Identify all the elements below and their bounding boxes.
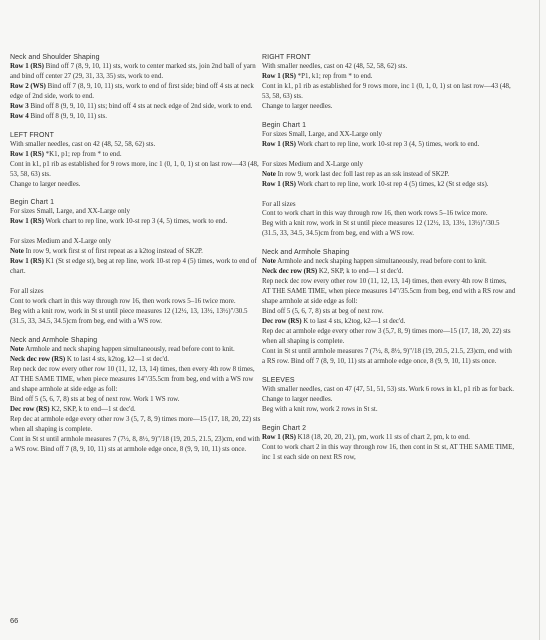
- instruction-text: Cont to work chart 2 in this way through row 16, then cont in St st, AT THE SAME TIME, inc 1 st each side on next RS row,: [262, 442, 515, 461]
- instruction-paragraph: [10, 140, 262, 150]
- section-heading: Neck and Armhole Shaping: [262, 249, 350, 257]
- instruction-text: Armhole and neck shaping happen simultaneously, read before cont to knit.: [275, 257, 487, 266]
- section-continued: [10, 237, 262, 277]
- instruction-paragraph: [10, 62, 262, 82]
- instruction-paragraph: [262, 433, 516, 443]
- instruction-text: Beg with a knit row, work in St st until piece measures 12 (12½, 13, 13½, 13½)"/30.5 (31.5, 33, 34.5, 34.5)cm from beg, end with a WS row.: [262, 219, 500, 238]
- instruction-text: Rep neck dec row every other row 10 (11, 12, 13, 14) times, then every 4th row 8 times, AT THE SAME TIME, when piece measures 14"/35.5cm from beg, end with a WS row and shape armhole at side edge as foll:: [10, 364, 255, 393]
- section-neck-and-armhole-shaping: [262, 249, 516, 366]
- instruction-text: Change to larger needles.: [262, 101, 333, 110]
- section-heading: Begin Chart 2: [262, 424, 307, 432]
- row-label: Note: [10, 345, 24, 354]
- row-label: Note: [262, 169, 276, 178]
- instruction-paragraph: [10, 257, 262, 277]
- instruction-paragraph: [262, 130, 516, 140]
- instruction-paragraph: [262, 317, 516, 327]
- section-begin-chart-1: [10, 199, 262, 227]
- instruction-paragraph: [10, 307, 262, 327]
- row-label: Row 1 (RS): [262, 179, 296, 188]
- instruction-text: For sizes Medium and X-Large only: [10, 237, 112, 246]
- instruction-text: For sizes Small, Large, and XX-Large only: [262, 129, 382, 138]
- row-label: Dec row (RS): [262, 317, 302, 326]
- row-label: Row 2 (WS): [10, 81, 46, 90]
- instruction-paragraph: [10, 405, 262, 415]
- row-label: Row 1 (RS): [262, 139, 296, 148]
- instruction-paragraph: [10, 102, 262, 112]
- right-column: [262, 54, 516, 473]
- instruction-text: Bind off 8 (9, 9, 10, 11) sts.: [28, 111, 107, 120]
- row-label: Row 1 (RS): [10, 62, 44, 70]
- instruction-text: K2, SKP, k to end—1 st dec'd.: [49, 404, 136, 413]
- instruction-text: Cont to work chart in this way through row 16, then work rows 5–16 twice more.: [262, 209, 488, 218]
- instruction-paragraph: [10, 297, 262, 307]
- section-continued: [10, 287, 262, 327]
- instruction-paragraph: [10, 112, 262, 122]
- instruction-paragraph: [262, 170, 516, 180]
- instruction-text: Cont in k1, p1 rib as established for 9 rows more, inc 1 (0, 1, 0, 1) st on last row—43 (48, 53, 58, 63) sts.: [10, 159, 259, 178]
- instruction-text: Change to larger needles.: [10, 179, 81, 188]
- row-label: Row 4: [10, 111, 29, 120]
- section-heading: Begin Chart 1: [262, 121, 307, 129]
- row-label: Row 1 (RS): [262, 432, 296, 441]
- instruction-text: With smaller needles, cast on 47 (47, 51, 51, 53) sts. Work 6 rows in k1, p1 rib as for back.: [262, 384, 515, 393]
- page-edge: [539, 0, 540, 640]
- instruction-text: Bind off 7 (8, 9, 10, 11) sts, work to end of first side; bind off 4 sts at neck edge of 2nd side, work to end.: [10, 81, 254, 100]
- section-begin-chart-2: [262, 425, 516, 463]
- instruction-paragraph: [262, 102, 516, 112]
- instruction-paragraph: [262, 443, 516, 463]
- instruction-text: Beg with a knit row, work in St st until piece measures 12 (12½, 13, 13½, 13½)"/30.5 (31.5, 33, 34.5, 34.5)cm from beg, end with a WS row.: [10, 307, 248, 326]
- row-label: Row 1 (RS): [10, 257, 44, 266]
- instruction-paragraph: [10, 435, 262, 455]
- instruction-text: K2, SKP, k to end—1 st dec'd.: [317, 267, 404, 276]
- row-label: Row 1 (RS): [10, 149, 44, 158]
- instruction-paragraph: [262, 395, 516, 405]
- instruction-paragraph: [262, 405, 516, 415]
- row-label: Neck dec row (RS): [262, 267, 318, 276]
- instruction-text: Cont in k1, p1 rib as established for 9 rows more, inc 1 (0, 1, 0, 1) st on last row—43 (48, 53, 58, 63) sts.: [262, 81, 511, 100]
- section-heading: RIGHT FRONT: [262, 54, 311, 61]
- instruction-paragraph: [262, 62, 516, 72]
- instruction-paragraph: [262, 385, 516, 395]
- instruction-paragraph: [262, 209, 516, 219]
- instruction-text: Bind off 8 (9, 9, 10, 11) sts; bind off 4 sts at neck edge of 2nd side, work to end.: [28, 101, 253, 110]
- row-label: Neck dec row (RS): [10, 354, 66, 363]
- instruction-text: Change to larger needles.: [262, 394, 333, 403]
- instruction-paragraph: [262, 82, 516, 102]
- instruction-paragraph: [262, 200, 516, 210]
- instruction-paragraph: [10, 395, 262, 405]
- instruction-paragraph: [10, 180, 262, 190]
- instruction-text: Cont in St st until armhole measures 7 (7½, 8, 8½, 9)"/18 (19, 20.5, 21.5, 23)cm, end with a RS row. Bind off 7 (8, 9, 10, 11) sts at armhole edge once, 8 (9, 9, 10, 11) sts once.: [262, 346, 512, 365]
- instruction-text: In row 9, work last dec foll last rep as an ssk instead of SK2P.: [275, 169, 450, 178]
- instruction-paragraph: [10, 355, 262, 365]
- instruction-text: Bind off 5 (5, 6, 7, 8) sts at beg of next row. Work 1 WS row.: [10, 394, 180, 403]
- instruction-paragraph: [262, 277, 516, 307]
- instruction-paragraph: [10, 217, 262, 227]
- instruction-text: Work chart to rep line, work 10-st rep 3 (4, 5) times, work to end.: [295, 139, 480, 148]
- section-neck-and-armhole-shaping: [10, 337, 262, 454]
- instruction-text: Cont to work chart in this way through row 16, then work rows 5–16 twice more.: [10, 297, 236, 306]
- instruction-paragraph: [10, 150, 262, 160]
- instruction-text: Rep dec at armhole edge every other row 3 (5,7, 8, 9) times more—15 (17, 18, 20, 22) sts when all shaping is complete.: [262, 327, 511, 345]
- page-number: 66: [10, 616, 19, 625]
- section-left-front: [10, 132, 262, 190]
- row-label: Row 1 (RS): [262, 71, 296, 80]
- instruction-paragraph: [10, 415, 262, 435]
- row-label: Row 1 (RS): [10, 217, 44, 226]
- instruction-text: For sizes Medium and X-Large only: [262, 159, 364, 168]
- instruction-text: Bind off 7 (8, 9, 10, 11) sts, work to center marked sts, join 2nd ball of yarn and bind off center 27 (29, 31, 33, 35) sts, work to end.: [10, 62, 256, 80]
- instruction-paragraph: [10, 237, 262, 247]
- section-heading: Neck and Armhole Shaping: [10, 337, 98, 345]
- instruction-paragraph: [262, 267, 516, 277]
- instruction-text: Work chart to rep line, work 10-st rep 4 (5) times, k2 (St st edge sts).: [295, 179, 489, 188]
- instruction-paragraph: [10, 345, 262, 355]
- instruction-paragraph: [262, 140, 516, 150]
- row-label: Dec row (RS): [10, 404, 50, 413]
- row-label: Note: [10, 247, 24, 256]
- section-sleeves: [262, 377, 516, 415]
- section-heading: LEFT FRONT: [10, 131, 55, 139]
- instruction-paragraph: [10, 365, 262, 395]
- instruction-text: Beg with a knit row, work 2 rows in St st.: [262, 404, 378, 413]
- instruction-text: For sizes Small, Large, and XX-Large only: [10, 207, 130, 216]
- instruction-text: For all sizes: [262, 199, 296, 208]
- instruction-paragraph: [262, 180, 516, 190]
- instruction-text: Work chart to rep line, work 10-st rep 3 (4, 5) times, work to end.: [43, 217, 228, 226]
- section-begin-chart-1: [262, 122, 516, 150]
- instruction-text: Cont in St st until armhole measures 7 (7½, 8, 8½, 9)"/18 (19, 20.5, 21.5, 23)cm, end with a WS row. Bind off 7 (8, 9, 10, 11) sts at armhole edge once, 8 (9, 9, 10, 11) sts once.: [10, 434, 260, 453]
- instruction-text: K to last 4 sts, k2tog, k2—1 st dec'd.: [65, 354, 169, 363]
- row-label: Row 3: [10, 101, 29, 110]
- section-right-front: [262, 54, 516, 112]
- instruction-text: K18 (18, 20, 20, 21), pm, work 11 sts of chart 2, pm, k to end.: [295, 432, 470, 441]
- section-neck-and-shoulder-shaping: [10, 54, 262, 122]
- instruction-paragraph: [10, 247, 262, 257]
- section-heading: Begin Chart 1: [10, 199, 55, 207]
- instruction-text: Rep neck dec row every other row 10 (11, 12, 13, 14) times, then every 4th row 8 times, AT THE SAME TIME, when piece measures 14"/35.5cm from beg, end with a RS row and shape armhole at side edge as foll:: [262, 277, 516, 306]
- left-column: [10, 54, 262, 465]
- instruction-text: In row 9, work first st of first repeat as a k2tog instead of SK2P.: [23, 247, 203, 256]
- instruction-text: Rep dec at armhole edge every other row 3 (5, 7, 8, 9) times more—15 (17, 18, 20, 22) sts when all shaping is complete.: [10, 414, 261, 433]
- instruction-paragraph: [10, 82, 262, 102]
- instruction-paragraph: [10, 160, 262, 180]
- row-label: Note: [262, 257, 276, 266]
- instruction-paragraph: [262, 327, 516, 347]
- instruction-text: K1 (St st edge st), beg at rep line, work 10-st rep 4 (5) times, work to end of chart.: [10, 257, 257, 276]
- instruction-text: With smaller needles, cast on 42 (48, 52, 58, 62) sts.: [262, 62, 408, 70]
- section-continued: [262, 200, 516, 240]
- instruction-paragraph: [262, 160, 516, 170]
- instruction-paragraph: [262, 72, 516, 82]
- instruction-paragraph: [262, 219, 516, 239]
- instruction-text: Armhole and neck shaping happen simultaneously, read before cont to knit.: [23, 345, 235, 354]
- section-continued: [262, 160, 516, 190]
- section-heading: Neck and Shoulder Shaping: [10, 54, 100, 61]
- instruction-paragraph: [10, 207, 262, 217]
- instruction-text: For all sizes: [10, 287, 44, 296]
- instruction-text: K to last 4 sts, k2tog, k2—1 st dec'd.: [301, 317, 406, 326]
- instruction-paragraph: [262, 307, 516, 317]
- instruction-text: *P1, k1; rep from * to end.: [295, 71, 373, 80]
- instruction-paragraph: [262, 347, 516, 367]
- instruction-paragraph: [10, 287, 262, 297]
- instruction-text: Bind off 5 (5, 6, 7, 8) sts at beg of next row.: [262, 307, 384, 316]
- section-heading: SLEEVES: [262, 376, 295, 384]
- instruction-text: With smaller needles, cast on 42 (48, 52, 58, 62) sts.: [10, 139, 156, 148]
- instruction-text: *K1, p1; rep from * to end.: [43, 149, 122, 158]
- instruction-paragraph: [262, 257, 516, 267]
